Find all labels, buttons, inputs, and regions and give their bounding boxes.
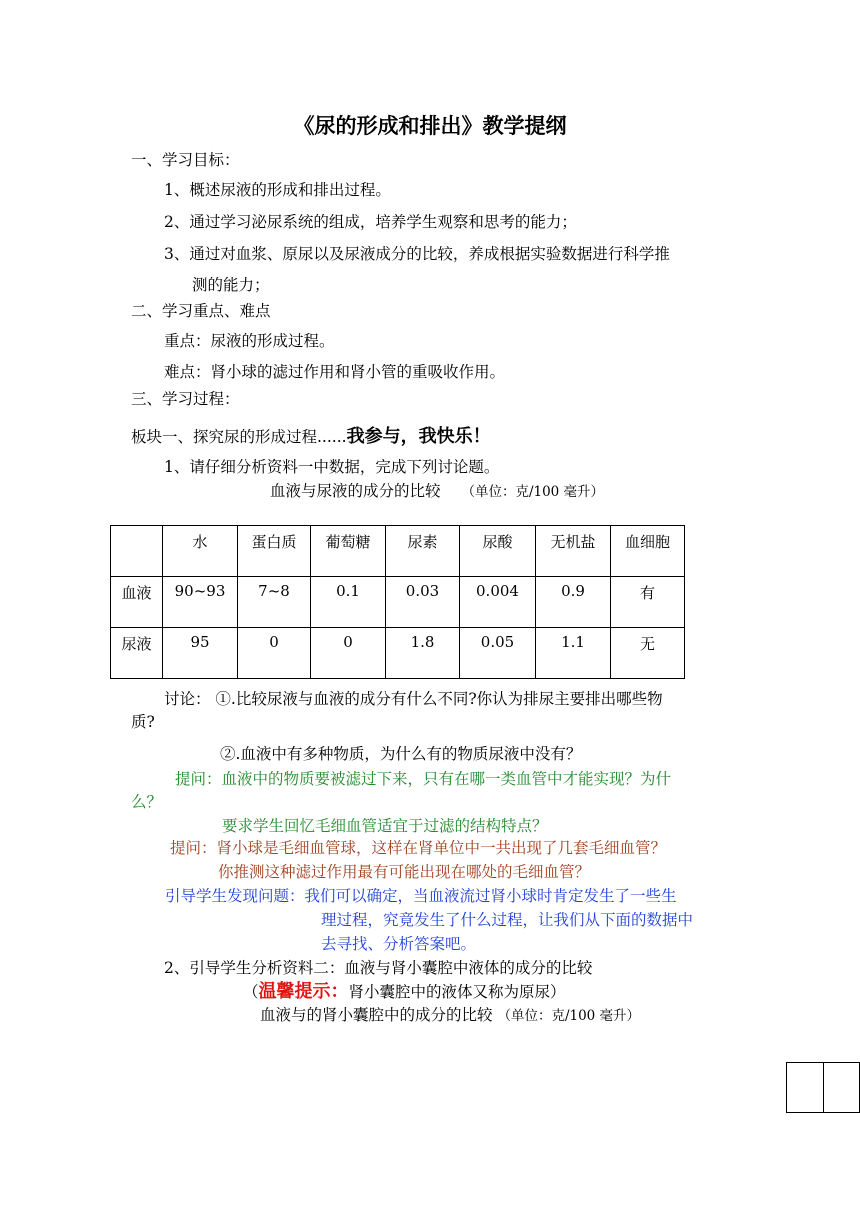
block1-heading [131, 422, 491, 448]
table-header-cell: 葡萄糖 [311, 526, 386, 577]
table-cell: 0 [311, 628, 386, 679]
table-header-cell [111, 526, 163, 577]
table-cell [823, 1063, 860, 1113]
warm-tip-open: （ [243, 983, 259, 1001]
section-heading-process: 三、学习过程： [131, 390, 240, 408]
table-cell: 0.05 [460, 628, 536, 679]
guide-line-1: 引导学生发现问题：我们可以确定，当血液流过肾小球时肯定发生了一些生 [165, 887, 677, 905]
table-header-cell: 蛋白质 [238, 526, 311, 577]
table-cell: 0.9 [536, 577, 611, 628]
table-cell: 血液 [111, 577, 163, 628]
warm-tip-label: 温馨提示： [258, 981, 349, 1002]
question-1: 1、请仔细分析资料一中数据，完成下列讨论题。 [164, 458, 500, 476]
table-header-cell: 尿素 [386, 526, 460, 577]
table-row [787, 1063, 860, 1113]
table-cell: 0.004 [460, 577, 536, 628]
key-point-text: 重点：尿液的形成过程。 [164, 332, 335, 350]
table-cell: 0.1 [311, 577, 386, 628]
table-cell [787, 1063, 824, 1113]
table-cell: 1.8 [386, 628, 460, 679]
warm-tip-text: 肾小囊腔中的液体又称为原尿） [348, 983, 566, 1001]
hint-question-1-line1: 提问：血液中的物质要被滤过下来，只有在哪一类血管中才能实现？为什 [175, 770, 672, 788]
table-header-cell: 血细胞 [611, 526, 685, 577]
goal-item-3-line1: 3、通过对血浆、原尿以及尿液成分的比较，养成根据实验数据进行科学推 [164, 245, 670, 263]
block1-prefix: 板块一、探究尿的形成过程...... [131, 428, 347, 446]
table-header-cell: 水 [163, 526, 238, 577]
hint-question-1-line2: 么？ [131, 793, 163, 811]
table2-partial [786, 1062, 860, 1113]
table-cell: 95 [163, 628, 238, 679]
section-heading-goals: 一、学习目标： [131, 151, 240, 169]
table-cell: 0.03 [386, 577, 460, 628]
table-cell: 7~8 [238, 577, 311, 628]
table-row [111, 628, 685, 679]
recall-prompt: 要求学生回忆毛细血管适宜于过滤的结构特点？ [222, 817, 548, 835]
table-header-row [111, 526, 685, 577]
section-heading-key-points: 二、学习重点、难点 [131, 302, 271, 320]
table-cell: 1.1 [536, 628, 611, 679]
table2-unit: （单位：克/100 毫升） [497, 1008, 641, 1024]
table1-caption-text: 血液与尿液的成分的比较 [270, 482, 441, 500]
table2-caption-text: 血液与的肾小囊腔中的成分的比较 [260, 1006, 493, 1024]
warm-tip [243, 977, 566, 1003]
table-cell: 尿液 [111, 628, 163, 679]
guide-line-3: 去寻找、分析答案吧。 [321, 935, 477, 953]
difficulty-text: 难点：肾小球的滤过作用和肾小管的重吸收作用。 [164, 363, 506, 381]
table1-unit: （单位：克/100 毫升） [461, 484, 605, 500]
discussion-1-line2: 质? [131, 713, 155, 731]
table2-caption [260, 1003, 640, 1025]
hint-question-2: 提问：肾小球是毛细血管球，这样在肾单位中一共出现了几套毛细血管？ [170, 839, 667, 857]
guide-line-2: 理过程，究竟发生了什么过程，让我们从下面的数据中 [321, 911, 694, 929]
discussion-1-line1: 讨论： ①.比较尿液与血液的成分有什么不同?你认为排尿主要排出哪些物 [164, 690, 663, 708]
table-cell: 有 [611, 577, 685, 628]
table-row [111, 577, 685, 628]
block1-slogan: 我参与，我快乐！ [346, 426, 491, 447]
page-title: 《尿的形成和排出》教学提纲 [293, 114, 567, 138]
table-cell: 90~93 [163, 577, 238, 628]
goal-item-3-line2: 测的能力； [192, 276, 270, 294]
goal-item-2: 2、通过学习泌尿系统的组成，培养学生观察和思考的能力； [164, 213, 577, 231]
table-header-cell: 无机盐 [536, 526, 611, 577]
hint-question-2b: 你推测这种滤过作用最有可能出现在哪处的毛细血管？ [218, 863, 591, 881]
table1-caption [270, 479, 604, 501]
question-2: 2、引导学生分析资料二：血液与肾小囊腔中液体的成分的比较 [164, 959, 593, 977]
goal-item-1: 1、概述尿液的形成和排出过程。 [164, 181, 391, 199]
table-cell: 0 [238, 628, 311, 679]
comparison-table-blood-urine [110, 525, 685, 679]
table-cell: 无 [611, 628, 685, 679]
discussion-2: ②.血液中有多种物质，为什么有的物质尿液中没有？ [220, 745, 582, 763]
table-header-cell: 尿酸 [460, 526, 536, 577]
